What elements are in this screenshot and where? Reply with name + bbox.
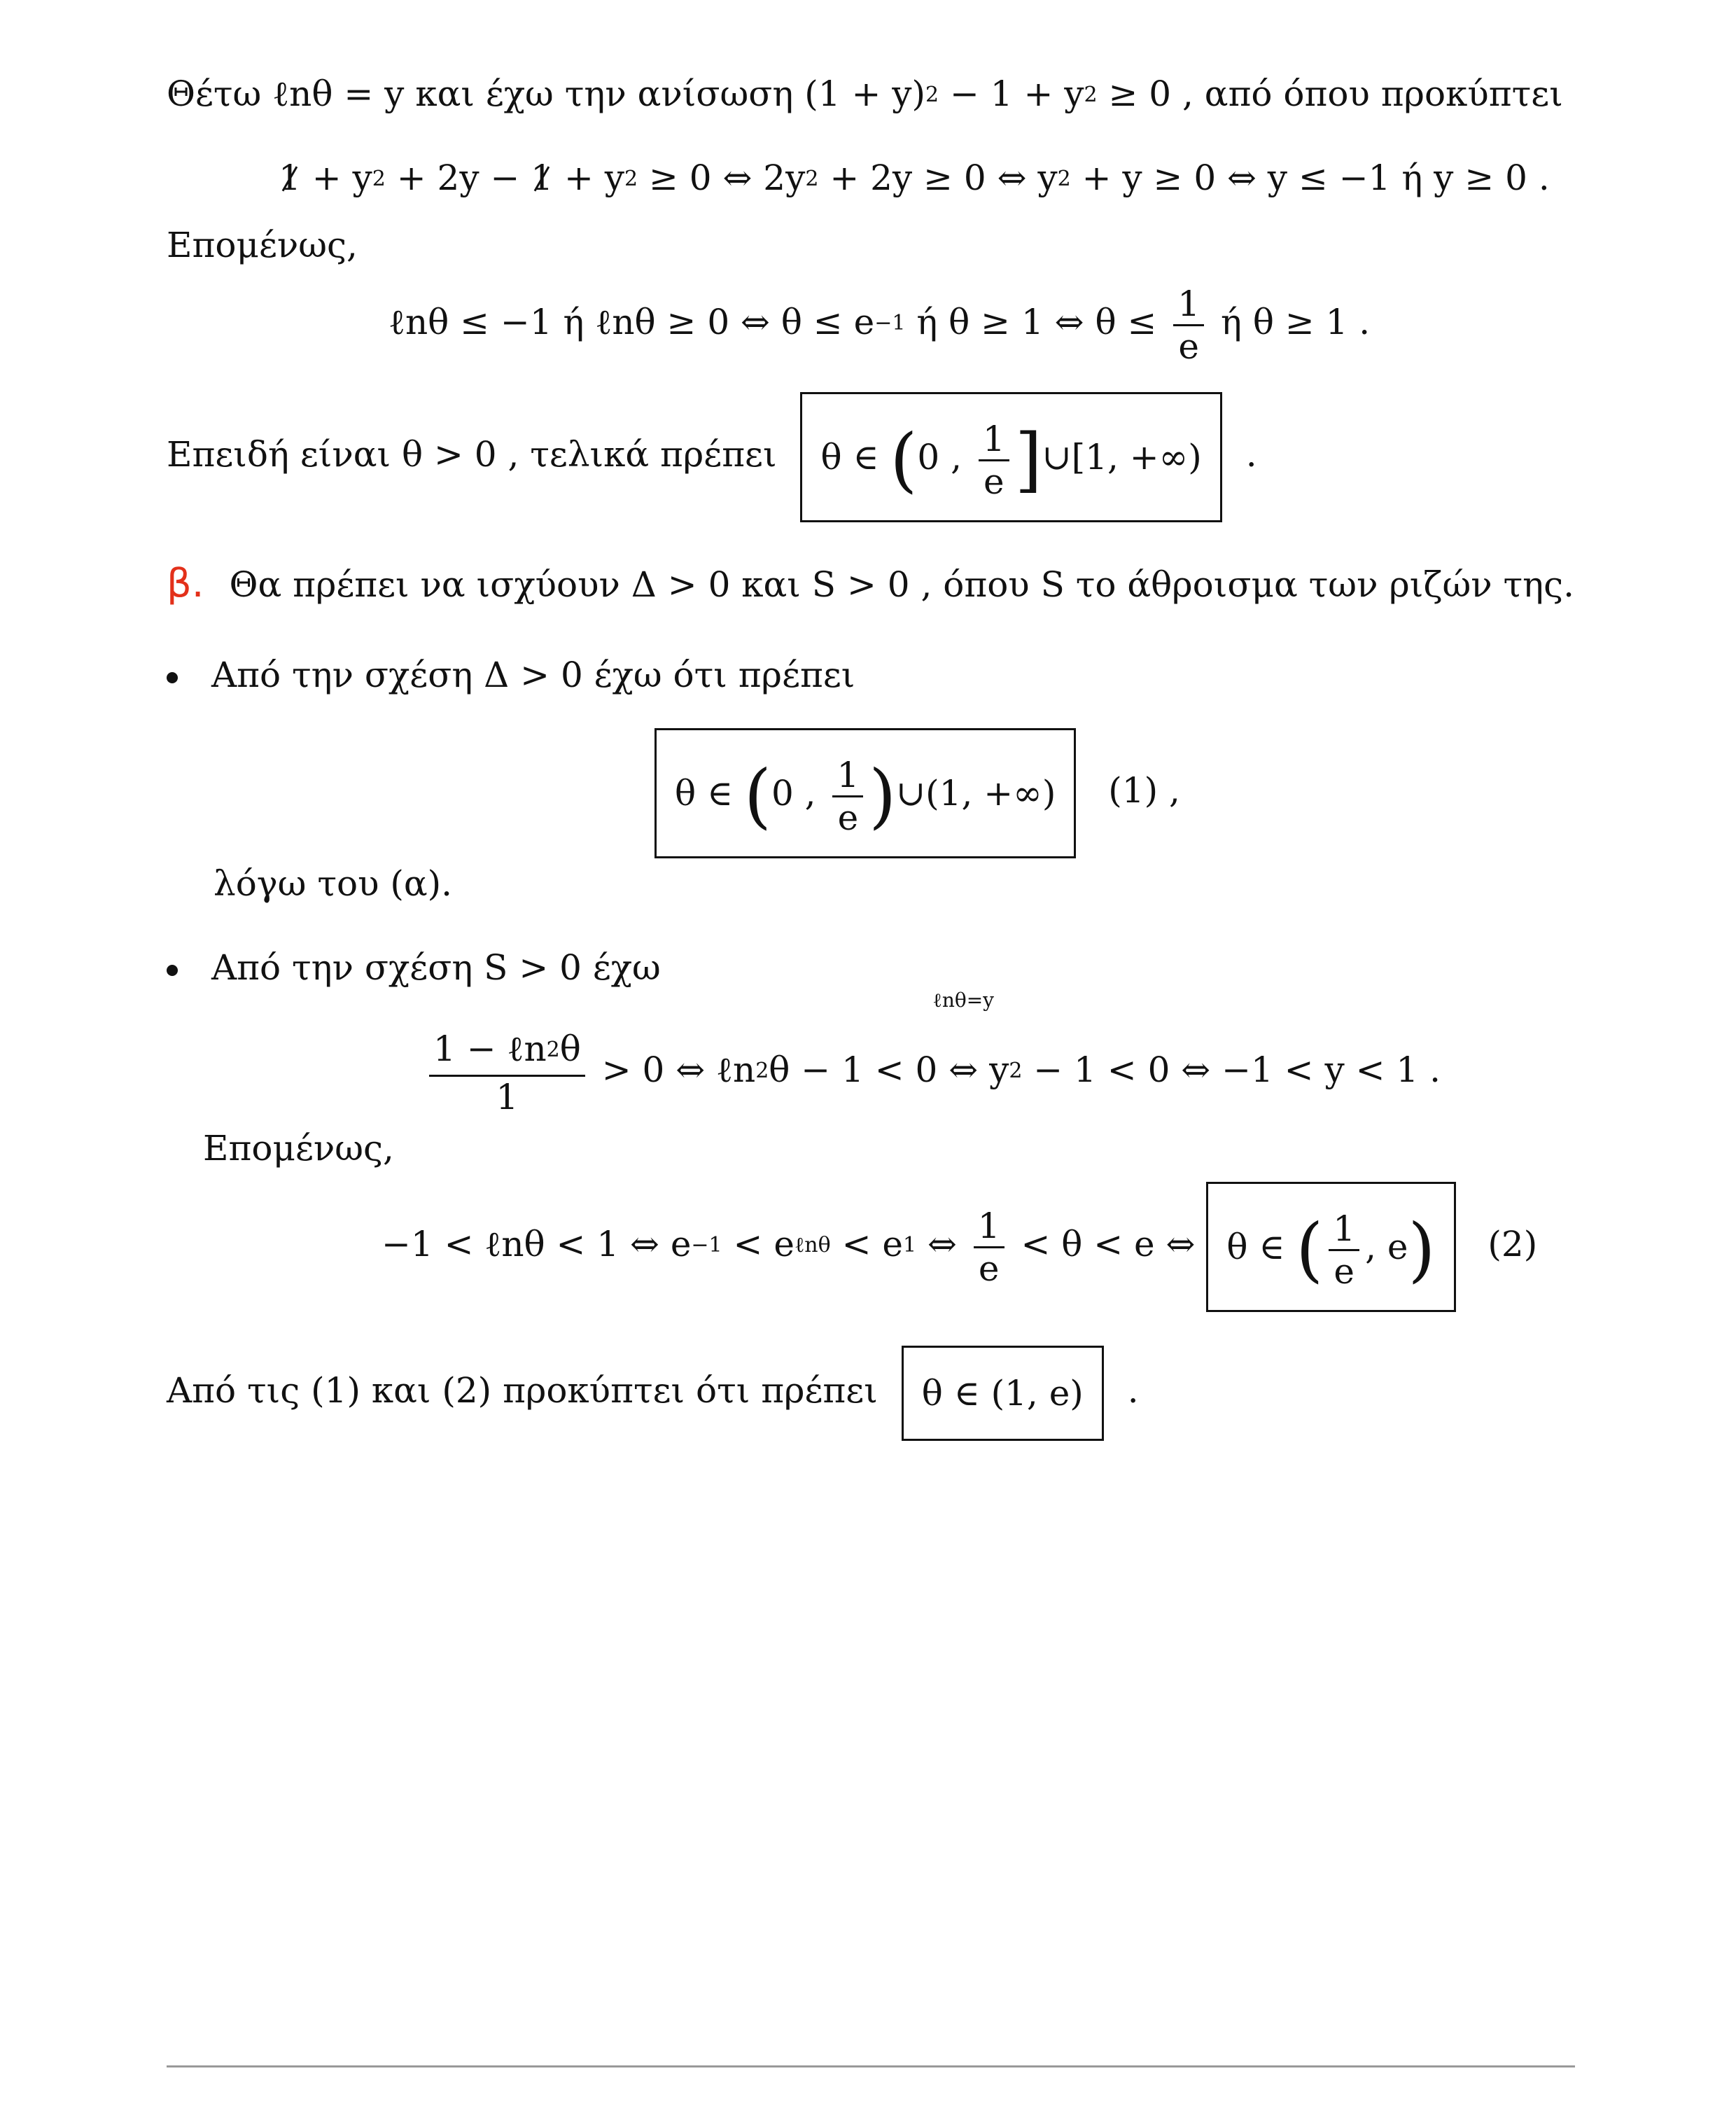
paren: (: [743, 755, 771, 837]
bullet-icon: [167, 672, 178, 683]
text: θ ∈: [820, 437, 879, 477]
footer-divider: [167, 2065, 1575, 2067]
line-reason: [214, 861, 452, 906]
text: < e: [722, 1224, 794, 1264]
text: ∪: [1042, 437, 1072, 477]
denominator: 1: [429, 1075, 585, 1117]
line-bullet-s: [167, 945, 661, 990]
line-final-a: [167, 392, 1257, 522]
denominator: e: [1329, 1249, 1359, 1292]
text: ≥ 0 ⇔ 2y: [638, 158, 806, 198]
denominator: e: [979, 459, 1009, 502]
text: ℓnθ ≤ −1 ή ℓnθ ≥ 0 ⇔ θ ≤ e: [388, 302, 875, 342]
boxed-result-2: [1206, 1182, 1455, 1312]
boxed-final-answer: θ ∈ (1, e): [902, 1346, 1104, 1441]
text: θ − 1 < 0: [769, 1049, 949, 1090]
text: θ ∈: [675, 773, 734, 814]
text: y: [978, 1049, 1009, 1090]
text: θ ∈: [1226, 1227, 1285, 1267]
text: .: [1127, 1370, 1139, 1411]
text: [1, +∞): [1071, 437, 1202, 477]
line-part-b: [167, 562, 1574, 607]
exponent: 2: [1057, 167, 1071, 191]
boxed-result-1: [654, 728, 1076, 858]
paren: (: [1296, 1208, 1324, 1290]
fraction: [974, 1206, 1004, 1289]
exponent: 2: [372, 167, 386, 191]
fraction: [832, 755, 863, 838]
numerator: [429, 1028, 585, 1075]
fraction: [429, 1028, 585, 1117]
bullet-icon: [167, 965, 178, 976]
fraction: [1173, 284, 1204, 367]
text: + y: [553, 158, 625, 198]
text: 0 ,: [771, 773, 816, 814]
exponent: 2: [546, 1037, 560, 1062]
text: ≥ 0 , από όπου προκύπτει: [1097, 74, 1563, 114]
denominator: e: [832, 795, 863, 838]
text: < θ < e ⇔: [1009, 1224, 1196, 1264]
math-ln-theta: ℓnθ: [272, 74, 333, 114]
paren: ): [1408, 1208, 1436, 1290]
line-substitution: [167, 71, 1563, 122]
line-theta-range: [388, 280, 1370, 370]
text: Θέτω: [167, 74, 273, 114]
text: .: [1245, 434, 1257, 475]
arrow-annotation: ℓnθ=y: [932, 989, 995, 1012]
line-expansion: [279, 155, 1550, 206]
line-boxed-1: [654, 728, 1180, 858]
text: −1 < ℓnθ < 1 ⇔ e: [382, 1224, 692, 1264]
text: − 1 + y: [939, 74, 1084, 114]
exponent: 2: [1084, 83, 1098, 107]
boxed-result-a: [800, 392, 1222, 522]
substitution-arrow: [932, 989, 995, 1119]
text: θ: [559, 1028, 581, 1069]
text: = y και έχω την ανίσωση (1 + y): [332, 74, 926, 114]
fraction: [1329, 1208, 1359, 1292]
text: + y ≥ 0 ⇔ y ≤ −1 ή y ≥ 0 .: [1070, 158, 1550, 198]
exponent: ℓnθ: [794, 1233, 831, 1257]
line-conclusion: [167, 1346, 1139, 1441]
exponent: 2: [1009, 1059, 1023, 1083]
text: Από τις (1) και (2) προκύπτει ότι πρέπει: [167, 1370, 878, 1411]
text: 0 ,: [917, 437, 962, 477]
paren: ]: [1014, 419, 1042, 501]
text: + 2y ≥ 0 ⇔ y: [818, 158, 1058, 198]
exponent: −1: [874, 311, 906, 335]
line-therefore-2: [203, 1126, 394, 1171]
exponent: 1: [902, 1233, 917, 1257]
text: λόγω του (α).: [214, 863, 453, 904]
text: Επομένως,: [203, 1128, 394, 1169]
denominator: e: [1173, 324, 1204, 367]
text: (2): [1488, 1224, 1538, 1264]
line-sum-condition: [424, 989, 1441, 1124]
text: + y: [300, 158, 372, 198]
text: Από την σχέση S > 0 έχω: [211, 947, 661, 988]
cancelled-term: 1: [279, 155, 301, 200]
line-bullet-delta: [167, 653, 855, 697]
cancelled-term: 1: [531, 155, 553, 200]
text: ⇔: [916, 1224, 957, 1264]
numerator: 1: [982, 418, 1005, 459]
paren: ): [869, 755, 897, 837]
numerator: 1: [977, 1205, 1000, 1246]
numerator: 1: [1333, 1208, 1356, 1249]
text: − 1 < 0 ⇔ −1 < y < 1 .: [1022, 1049, 1441, 1090]
exponent: 2: [925, 83, 939, 107]
exponent: 2: [755, 1059, 769, 1083]
text: ⇔: [948, 1049, 979, 1090]
denominator: e: [974, 1246, 1004, 1289]
exponent: 2: [624, 167, 638, 191]
numerator: 1: [836, 754, 860, 795]
text: Θα πρέπει να ισχύουν Δ > 0 και S > 0 , όπου S το άθροισμα των ριζών της.: [229, 564, 1575, 605]
text: < e: [830, 1224, 903, 1264]
fraction: [979, 419, 1009, 502]
part-label: β.: [167, 561, 204, 606]
exponent: 2: [805, 167, 819, 191]
paren: (: [890, 419, 918, 501]
text: Επομένως,: [167, 225, 358, 265]
text: 1 − ℓn: [433, 1028, 547, 1069]
line-therefore: [167, 223, 358, 267]
text: (1) ,: [1108, 770, 1180, 811]
text: ή θ ≥ 1 ⇔ θ ≤: [905, 302, 1157, 342]
text: Επειδή είναι θ > 0 , τελικά πρέπει: [167, 434, 777, 475]
text: Από την σχέση Δ > 0 έχω ότι πρέπει: [211, 655, 855, 695]
line-boxed-2: [382, 1182, 1537, 1312]
text: , e: [1365, 1227, 1408, 1267]
text: > 0 ⇔ ℓn: [590, 1049, 756, 1090]
numerator: 1: [1177, 283, 1200, 324]
exponent: −1: [691, 1233, 722, 1257]
text: ή θ ≥ 1 .: [1210, 302, 1371, 342]
text: + 2y −: [385, 158, 531, 198]
text: ∪(1, +∞): [896, 773, 1056, 814]
